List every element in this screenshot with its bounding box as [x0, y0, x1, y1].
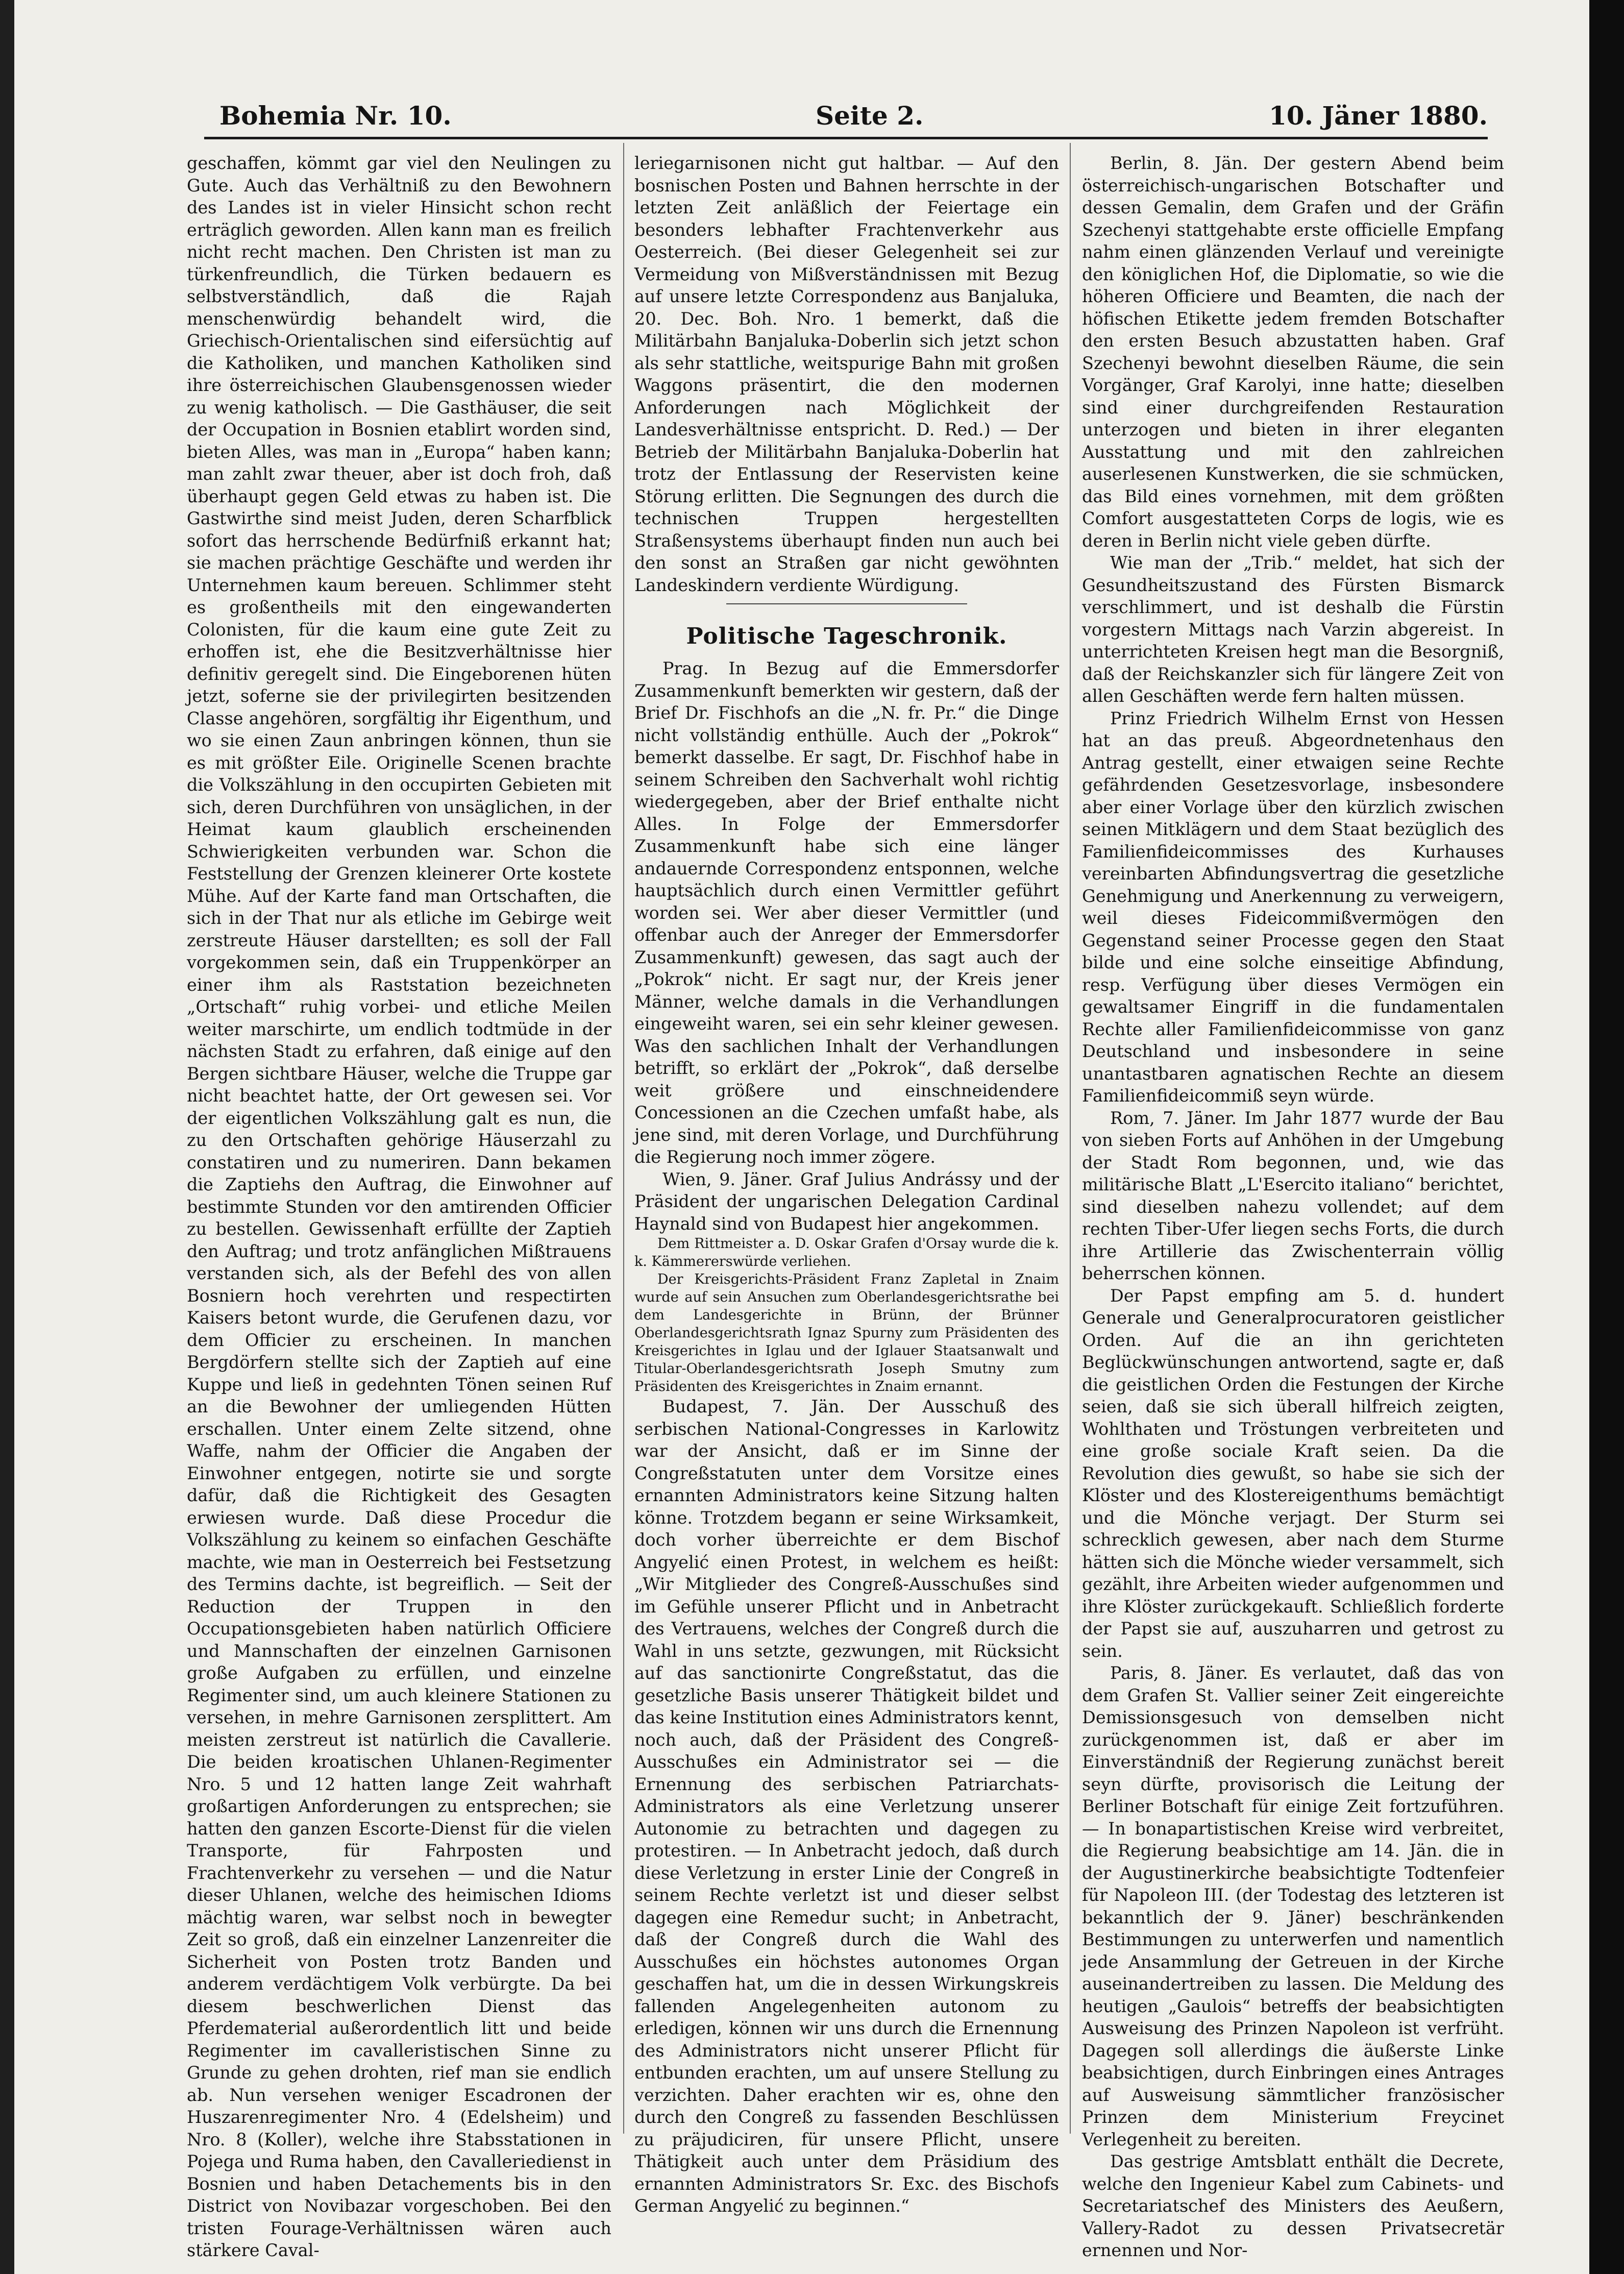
section-divider: [726, 603, 967, 614]
news-item-notice: Der Kreisgerichts-Präsident Franz Zapletal in Znaim wurde auf sein Ansuchen zum Oberlandesgerichtsrathe bei dem Landesgerichte in Brünn, der Brünner Oberlandesgerichtsrath Ignaz Spurny zum Präsidenten des Kreisgerichtes in Iglau und der Iglauer Staatsanwalt und Titular-Oberlandesgerichtsrath Joseph Smutny zum Präsidenten des Kreisgerichtes in Znaim ernannt.: [634, 1272, 1059, 1395]
article-paragraph: geschaffen, kömmt gar viel den Neulingen zu Gute. Auch das Verhältniß zu den Bewohnern des Landes ist in vieler Hinsicht schon recht erträglich geworden. Allen kann man es freilich nicht recht machen. Den Christen ist man zu türkenfreundlich, die Türken bedauern es selbstverständlich, daß die Rajah menschenwürdig behandelt wird, die Griechisch-Orientalischen sind eifersüchtig auf die Katholiken, und manchen Katholiken sind ihre österreichischen Glaubensgenossen wieder zu wenig katholisch. — Die Gasthäuser, die seit der Occupation in Bosnien etablirt worden sind, bieten Alles, was man in „Europa“ haben kann; man zahlt zwar theuer, aber ist doch froh, daß überhaupt gegen Geld etwas zu haben ist. Die Gastwirthe sind meist Juden, deren Scharfblick sofort das herrschende Bedürfniß erkannt hat; sie machen prächtige Geschäfte und werden ihr Unternehmen kaum bereuen. Schlimmer steht es großentheils mit den eingewanderten Colonisten, für die kaum eine gute Zeit zu erhoffen ist, ehe die Besitzverhältnisse hier definitiv geregelt sind. Die Eingeborenen hüten jetzt, soferne sie der privilegirten besitzenden Classe angehören, sorgfältig ihr Eigenthum, und wo sie einen Zaun anbringen können, thun sie es mit größter Eile. Originelle Scenen brachte die Volkszählung in den occupirten Gebieten mit sich, deren Durchführen von unsäglichen, in der Heimat kaum glaublich erscheinenden Schwierigkeiten verbunden war. Schon die Feststellung der Grenzen kleinerer Orte kostete Mühe. Auf der Karte fand man Ortschaften, die sich in der That nur als etliche im Gebirge weit zerstreute Häuser darstellten; es soll der Fall vorgekommen sein, daß ein Truppenkörper an einer ihm als Raststation bezeichneten „Ortschaft“ ruhig vorbei- und etliche Meilen weiter marschirte, um endlich todtmüde in der nächsten Stadt zu erfahren, daß einige auf den Bergen sichtbare Häuser, welche die Truppe gar nicht beachtet hatte, der Ort gewesen sei. Vor der eigentlichen Volkszählung galt es nun, die zu den Ortschaften gehörige Häuserzahl zu constatiren und zu numeriren. Dann bekamen die Zaptiehs den Auftrag, die Einwohner auf bestimmte Stunden vor den amtirenden Officier zu bestellen. Gewissenhaft erfüllte der Zaptieh den Auftrag; und trotz anfänglichen Mißtrauens verstanden sich, als der Befehl des von allen Bosniern hoch verehrten und respectirten Kaisers betont wurde, die Gerufenen dazu, vor dem Officier zu erscheinen. In manchen Bergdörfern stellte sich der Zaptieh auf eine Kuppe und ließ in gedehnten Tönen seinen Ruf an die Bewohner der umliegenden Hütten erschallen. Unter einem Zelte sitzend, ohne Waffe, nahm der Officier die Angaben der Einwohner entgegen, notirte sie und sorgte dafür, daß die Richtigkeit des Gesagten erwiesen wurde. Daß diese Procedur die Volkszählung zu keinem so einfachen Geschäfte machte, wie man in Oesterreich bei Festsetzung des Termins dachte, ist begreiflich. — Seit der Reduction der Truppen in den Occupationsgebieten haben natürlich Officiere und Mannschaften der einzelnen Garnisonen große Aufgaben zu erfüllen, und einzelne Regimenter sind, um auch kleinere Stationen zu versehen, in mehre Garnisonen zersplittert. Am meisten zerstreut ist natürlich die Cavallerie. Die beiden kroatischen Uhlanen-Regimenter Nro. 5 und 12 hatten lange Zeit wahrhaft großartigen Anforderungen zu entsprechen; sie hatten den ganzen Escorte-Dienst für die vielen Transporte, für Fahrposten und Frachtenverkehr zu versehen — und die Natur dieser Uhlanen, welche des heimischen Idioms mächtig waren, war selbst noch in bewegter Zeit so groß, daß ein einzelner Lanzenreiter die Sicherheit von Posten trotz Banden und anderem verdächtigem Volk verbürgte. Da bei diesem beschwerlichen Dienst das Pferdematerial außerordentlich litt und beide Regimenter im cavalleristischen Sinne zu Grunde zu gehen drohten, rief man sie endlich ab. Nun versehen weniger Escadronen der Huszarenregimenter Nro. 4 (Edelsheim) und Nro. 8 (Koller), welche ihre Stabsstationen in Pojega und Ruma haben, den Cavalleriedienst in Bosnien und haben Detachements bis in den District von Novibazar vorgeschoben. Bei den tristen Fourage-Verhältnissen wären auch stärkere Caval-: [187, 153, 611, 2260]
column-divider: [1070, 143, 1071, 2134]
news-item-rom: Rom, 7. Jäner. Im Jahr 1877 wurde der Bau von sieben Forts auf Anhöhen in der Umgebung der Stadt Rom begonnen, und, wie das militärische Blatt „L'Esercito italiano“ berichtet, sind dieselben nahezu vollendet; auf dem rechten Tiber-Ufer liegen sechs Forts, die durch ihre Artillerie das Zwischenterrain völlig beherrschen können.: [1082, 1108, 1504, 1283]
column-divider: [623, 143, 624, 2134]
article-paragraph: leriegarnisonen nicht gut haltbar. — Auf den bosnischen Posten und Bahnen herrschte in der letzten Zeit anläßlich der Feiertage ein besonders lebhafter Frachtenverkehr aus Oesterreich. (Bei dieser Gelegenheit sei zur Vermeidung von Mißverständnissen mit Bezug auf unsere letzte Correspondenz aus Banjaluka, 20. Dec. Boh. Nro. 1 bemerkt, daß die Militärbahn Banjaluka-Doberlin sich jetzt schon als sehr stattliche, weitspurige Bahn mit großen Waggons präsentirt, die den modernen Anforderungen nach Möglichkeit der Landesverhältnisse entspricht. D. Red.) — Der Betrieb der Militärbahn Banjaluka-Doberlin hat trotz der Entlassung der Reservisten keine Störung erlitten. Die Segnungen des durch die technischen Truppen hergestellten Straßensystems überhaupt finden nun auch bei den sonst an Straßen gar nicht gewöhnten Landeskindern verdiente Würdigung.: [634, 153, 1059, 595]
news-item-budapest: Budapest, 7. Jän. Der Ausschuß des serbischen National-Congresses in Karlowitz war der Ansicht, daß er im Sinne der Congreßstatuten unter dem Vorsitze eines ernannten Administrators keine Sitzung halten könne. Trotzdem begann er seine Wirksamkeit, doch vorher überreichte er dem Bischof Angyelić einen Protest, in welchem es heißt: „Wir Mitglieder des Congreß-Ausschußes sind im Gefühle unserer Pflicht und in Anbetracht des Vertrauens, welches der Congreß durch die Wahl in uns setzte, gezwungen, mit Rücksicht auf das sanctionirte Congreßstatut, das die gesetzliche Basis unserer Thätigkeit bildet und das keine Institution eines Administrators kennt, noch auch, daß der Präsident des Congreß-Ausschußes ein Administrator sei — die Ernennung des serbischen Patriarchats-Administrators als eine Verletzung unserer Autonomie zu betrachten und dagegen zu protestiren. — In Anbetracht jedoch, daß durch diese Verletzung in erster Linie der Congreß in seinem Rechte verletzt ist und dieser selbst dagegen eine Remedur sucht; in Anbetracht, daß der Congreß durch die Wahl des Ausschußes ein höchstes autonomes Organ geschaffen hat, um die in dessen Wirkungskreis fallenden Angelegenheiten autonom zu erledigen, können wir uns durch die Ernennung des Administrators nicht unserer Pflicht für entbunden erachten, um auf unsere Stellung zu verzichten. Daher erachten wir es, ohne den durch den Congreß zu fassenden Beschlüssen zu präjudiciren, für unsere Pflicht, unsere Thätigkeit auch unter dem Präsidium des ernannten Administrators Sr. Exc. des Bischofs German Angyelić zu beginnen.“: [634, 1397, 1059, 2216]
news-item-berlin: Wie man der „Trib.“ meldet, hat sich der Gesundheitszustand des Fürsten Bismarck verschlimmert, und ist deshalb die Fürstin vorgestern Mittags nach Varzin abgereist. In unterrichteten Kreisen hegt man die Besorgniß, daß der Reichskanzler sich für längere Zeit von allen Geschäften werde fern halten müssen.: [1082, 553, 1504, 706]
news-item-berlin: Prinz Friedrich Wilhelm Ernst von Hessen hat an das preuß. Abgeordnetenhaus den Antrag gestellt, einer etwaigen seine Rechte gefährdenden Gesetzesvorlage, insbesondere aber einer Vorlage über den kürzlich zwischen seinen Mitklägern und dem Staat bezüglich des Familienfideicommisses des Kurhauses vereinbarten Abfindungsvertrag die gesetzliche Genehmigung und Anerkennung zu verweigern, weil dieses Fideicommißvermögen den Gegenstand seiner Processe gegen den Staat bilde und eine solche einseitige Abfindung, resp. Verfügung über dieses Vermögen ein gewaltsamer Eingriff in die fundamentalen Rechte aller Familienfideicommisse von ganz Deutschland und insbesondere in seine unantastbaren agnatischen Rechte an diesem Familienfideicommiß seyn würde.: [1082, 708, 1504, 1106]
column-2: [634, 152, 1059, 2217]
scan-border: [1589, 0, 1624, 2274]
newspaper-page: [14, 0, 1589, 2274]
page-header: [204, 100, 1488, 135]
news-item-prag: Prag. In Bezug auf die Emmersdorfer Zusammenkunft bemerkten wir gestern, daß der Brief Dr. Fischhofs an die „N. fr. Pr.“ die Dinge nicht vollständig enthülle. Auch der „Pokrok“ bemerkt dasselbe. Er sagt, Dr. Fischhof habe in seinem Schreiben den Sachverhalt wohl richtig wiedergegeben, aber der Brief enthalte nicht Alles. In Folge der Emmersdorfer Zusammenkunft habe sich eine länger andauernde Correspondenz entsponnen, welche hauptsächlich durch einen Vermittler geführt worden sei. Wer aber dieser Vermittler (und offenbar auch der Anreger der Emmersdorfer Zusammenkunft) gewesen, das sagt auch der „Pokrok“ nicht. Er sagt nur, der Kreis jener Männer, welche damals in die Verhandlungen eingeweiht waren, sei ein sehr kleiner gewesen. Was den sachlichen Inhalt der Verhandlungen betrifft, so erklärt der „Pokrok“, daß derselbe weit größere und einschneidendere Concessionen an die Czechen umfaßt habe, als jene sind, mit deren Vorlage, und Durchführung die Regierung noch immer zögere.: [634, 658, 1059, 1167]
news-item-berlin: Berlin, 8. Jän. Der gestern Abend beim österreichisch-ungarischen Botschafter und dessen Gemalin, dem Grafen und der Gräfin Szechenyi stattgehabte erste officielle Empfang nahm einen glänzenden Verlauf und vereinigte den königlichen Hof, die Diplomatie, so wie die höheren Officiere und Beamten, die nach der höfischen Etikette jedem fremden Botschafter den ersten Besuch abzustatten haben. Graf Szechenyi bewohnt dieselben Räume, die sein Vorgänger, Graf Karolyi, inne hatte; dieselben sind einer durchgreifenden Restauration unterzogen und bieten in ihrer eleganten Ausstattung und mit den zahlreichen auserlesenen Kunstwerken, die sie schmücken, das Bild eines vornehmen, mit dem größten Comfort ausgestatteten Corps de logis, wie es deren in Berlin nicht viele geben dürfte.: [1082, 153, 1504, 551]
section-title: Politische Tageschronik.: [686, 623, 1007, 649]
header-publication: Bohemia Nr. 10.: [219, 101, 452, 131]
news-item-paris: Das gestrige Amtsblatt enthält die Decrete, welche den Ingenieur Kabel zum Cabinets- und Secretariatschef des Ministers des Aeußern, Vallery-Radot zu dessen Privatsecretär ernennen und Nor-: [1082, 2151, 1504, 2260]
column-3: [1082, 152, 1504, 2262]
news-item-paris: Paris, 8. Jäner. Es verlautet, daß das von dem Grafen St. Vallier seiner Zeit eingereichte Demissionsgesuch von demselben nicht zurückgenommen ist, daß er aber im Einverständniß der Regierung zunächst bereit seyn dürfte, provisorisch die Leitung der Berliner Botschaft für einige Zeit fortzuführen. — In bonapartistischen Kreise wird verbreitet, die Regierung beabsichtige am 14. Jän. die in der Augustinerkirche beabsichtigte Todtenfeier für Napoleon III. (der Todestag des letzteren ist bekanntlich der 9. Jäner) beschränkenden Bestimmungen zu unterwerfen und namentlich jede Ansammlung der Getreuen in der Kirche auseinandertreiben zu lassen. Die Meldung des heutigen „Gaulois“ betreffs der beabsichtigten Ausweisung des Prinzen Napoleon ist verfrüht. Dagegen soll allerdings die äußerste Linke beabsichtigen, durch Einbringen eines Antrages auf Ausweisung sämmtlicher französischer Prinzen dem Ministerium Freycinet Verlegenheit zu bereiten.: [1082, 1663, 1504, 2149]
header-date: 10. Jäner 1880.: [1269, 101, 1488, 131]
news-item-notice: Dem Rittmeister a. D. Oskar Grafen d'Orsay wurde die k. k. Kämmererswürde verliehen.: [634, 1236, 1059, 1269]
news-item-rom: Der Papst empfing am 5. d. hundert Generale und Generalprocuratoren geistlicher Orden. Auf die an ihn gerichteten Beglückwünschungen antwortend, sagte er, daß die geistlichen Orden die Festungen der Kirche seien, daß sie sich überall hilfreich zeigten, Wohlthaten und Tröstungen verbreiteten und eine große sociale Kraft seien. Da die Revolution dies gewußt, so habe sie sich der Klöster und des Klostereigenthums bemächtigt und die Mönche verjagt. Der Sturm sei schrecklich gewesen, aber nach dem Sturme hätten sich die Mönche wieder versammelt, sich gezählt, ihre Arbeiten wieder aufgenommen und ihre Klöster zurückgekauft. Schließlich forderte der Papst sie auf, auszuharren und getrost zu sein.: [1082, 1285, 1504, 1661]
news-item-wien: Wien, 9. Jäner. Graf Julius Andrássy und der Präsident der ungarischen Delegation Cardinal Haynald sind von Budapest hier angekommen.: [634, 1169, 1059, 1234]
header-rule: [204, 137, 1488, 139]
column-1: [187, 152, 611, 2262]
header-page-number: Seite 2.: [816, 101, 924, 131]
